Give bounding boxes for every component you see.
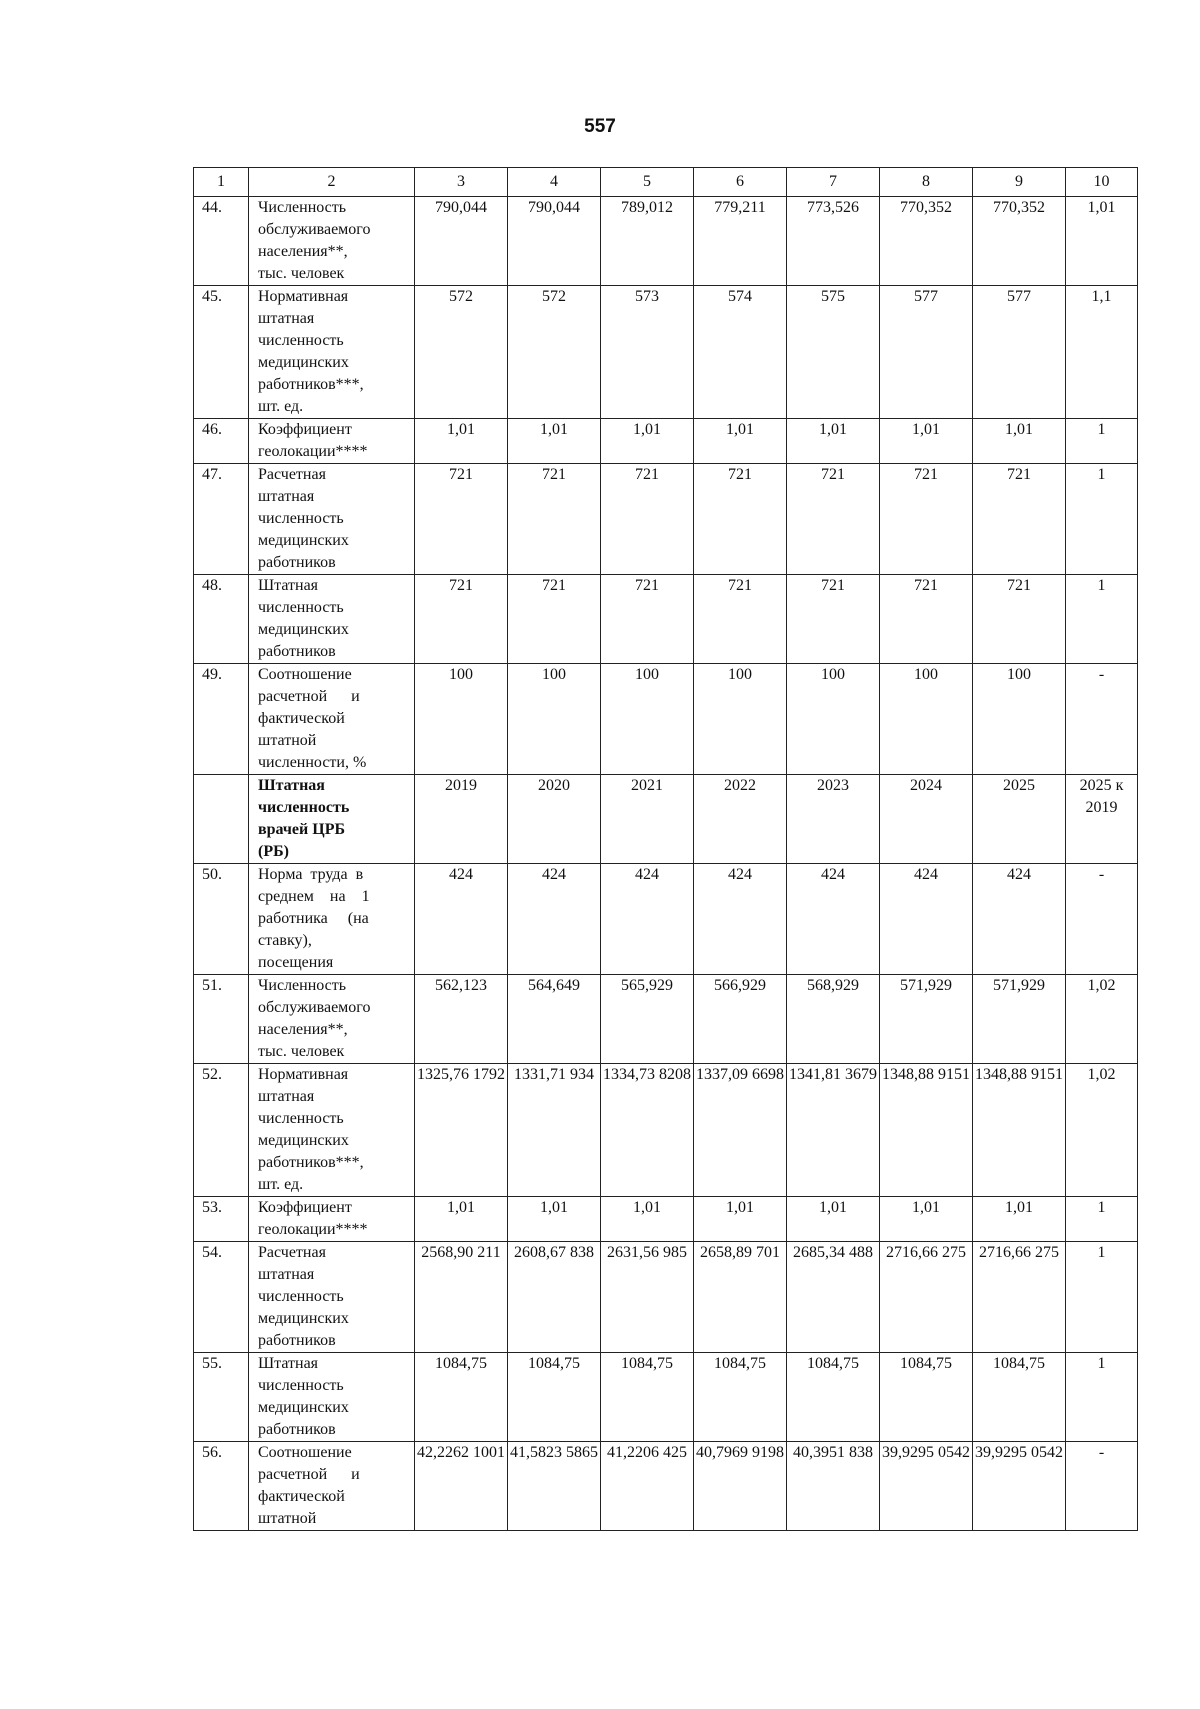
table-row — [194, 1442, 1138, 1531]
value-cell: 424 — [601, 864, 694, 975]
table-row — [194, 464, 1138, 575]
value-cell: - — [1066, 1442, 1138, 1531]
value-cell: 2023 — [787, 775, 880, 864]
indicator-name-line: медицинских — [258, 1399, 349, 1416]
value-cell: 2608,67 838 — [508, 1242, 601, 1353]
value-cell: 1084,75 — [694, 1353, 787, 1442]
value-cell: 40,7969 9198 — [694, 1442, 787, 1531]
indicator-name-line: геолокации**** — [258, 443, 368, 460]
value-cell: 568,929 — [787, 975, 880, 1064]
indicator-name-line: обслуживаемого — [258, 999, 371, 1016]
indicator-name-line: медицинских — [258, 532, 349, 549]
row-number: 45. — [194, 286, 249, 419]
indicator-name — [249, 464, 415, 575]
indicator-name-line: Численность — [258, 977, 347, 994]
value-cell: 770,352 — [973, 197, 1066, 286]
value-cell: 1 — [1066, 1197, 1138, 1242]
value-cell: 2025 к 2019 — [1066, 775, 1138, 864]
indicator-name-line: Расчетная — [258, 1244, 326, 1261]
value-cell: 2716,66 275 — [880, 1242, 973, 1353]
value-cell: 2631,56 985 — [601, 1242, 694, 1353]
column-header: 8 — [880, 168, 973, 197]
indicator-name-line: медицинских — [258, 621, 349, 638]
value-cell: 1084,75 — [973, 1353, 1066, 1442]
column-header: 2 — [249, 168, 415, 197]
value-cell: 721 — [880, 575, 973, 664]
value-cell: 41,5823 5865 — [508, 1442, 601, 1531]
indicator-name — [249, 864, 415, 975]
table-row — [194, 664, 1138, 775]
indicator-name-line: Соотношение — [258, 1444, 352, 1461]
value-cell: 1,01 — [415, 419, 508, 464]
value-cell: 2658,89 701 — [694, 1242, 787, 1353]
value-cell: 100 — [508, 664, 601, 775]
value-cell: 1084,75 — [508, 1353, 601, 1442]
column-header: 10 — [1066, 168, 1138, 197]
indicator-name-line: ставку), — [258, 932, 312, 949]
value-cell: 1,1 — [1066, 286, 1138, 419]
indicator-name-line: Штатная — [258, 777, 325, 794]
indicator-name-line: Штатная — [258, 1355, 319, 1372]
indicator-name-line: Численность — [258, 199, 347, 216]
value-cell: 41,2206 425 — [601, 1442, 694, 1531]
table-row — [194, 864, 1138, 975]
row-number: 56. — [194, 1442, 249, 1531]
value-cell: 721 — [694, 575, 787, 664]
table-row — [194, 286, 1138, 419]
value-cell: 424 — [880, 864, 973, 975]
indicator-name — [249, 419, 415, 464]
value-cell: 572 — [415, 286, 508, 419]
indicator-name-line: работников — [258, 1332, 336, 1349]
row-number: 47. — [194, 464, 249, 575]
value-cell: 1084,75 — [880, 1353, 973, 1442]
indicator-name — [249, 1442, 415, 1531]
value-cell: 2019 — [415, 775, 508, 864]
value-cell: 790,044 — [508, 197, 601, 286]
indicator-name-line: фактической — [258, 1488, 345, 1505]
indicator-name-line: штатная — [258, 1088, 315, 1105]
value-cell: 1,02 — [1066, 1064, 1138, 1197]
row-number: 46. — [194, 419, 249, 464]
value-cell: 1084,75 — [415, 1353, 508, 1442]
indicator-name-line: численности, % — [258, 754, 367, 771]
indicator-name-line: среднем на 1 — [258, 888, 370, 905]
value-cell: 779,211 — [694, 197, 787, 286]
value-cell: 1331,71 934 — [508, 1064, 601, 1197]
indicator-name — [249, 664, 415, 775]
table-header-row — [194, 168, 1138, 197]
indicator-name-line: Коэффициент — [258, 1199, 352, 1216]
value-cell: 1 — [1066, 1353, 1138, 1442]
value-cell: 577 — [880, 286, 973, 419]
value-cell: 2568,90 211 — [415, 1242, 508, 1353]
data-table — [193, 167, 1138, 1531]
table-row — [194, 1197, 1138, 1242]
value-cell: 1,02 — [1066, 975, 1138, 1064]
value-cell: 721 — [601, 575, 694, 664]
indicator-name — [249, 286, 415, 419]
indicator-name — [249, 1242, 415, 1353]
value-cell: 721 — [415, 575, 508, 664]
indicator-name-line: расчетной и — [258, 688, 360, 705]
indicator-name-line: (РБ) — [258, 843, 290, 860]
value-cell: 721 — [973, 575, 1066, 664]
indicator-name-line: численность — [258, 1110, 344, 1127]
value-cell: 721 — [787, 575, 880, 664]
value-cell: 100 — [601, 664, 694, 775]
value-cell: 100 — [880, 664, 973, 775]
value-cell: 1341,81 3679 — [787, 1064, 880, 1197]
value-cell: 1 — [1066, 575, 1138, 664]
value-cell: 1,01 — [694, 419, 787, 464]
indicator-name-line: медицинских — [258, 354, 349, 371]
column-header: 9 — [973, 168, 1066, 197]
indicator-name-line: штатная — [258, 488, 315, 505]
indicator-name-line: медицинских — [258, 1310, 349, 1327]
value-cell: 1084,75 — [601, 1353, 694, 1442]
value-cell: 42,2262 1001 — [415, 1442, 508, 1531]
indicator-name-line: работников — [258, 643, 336, 660]
indicator-name-line: работников***, — [258, 376, 364, 393]
table-row — [194, 775, 1138, 864]
indicator-name-line: врачей ЦРБ — [258, 821, 346, 838]
value-cell: - — [1066, 664, 1138, 775]
indicator-name-line: геолокации**** — [258, 1221, 368, 1238]
row-number: 50. — [194, 864, 249, 975]
value-cell: 565,929 — [601, 975, 694, 1064]
value-cell: 790,044 — [415, 197, 508, 286]
value-cell: 100 — [973, 664, 1066, 775]
value-cell: 721 — [973, 464, 1066, 575]
indicator-name — [249, 1064, 415, 1197]
value-cell: 773,526 — [787, 197, 880, 286]
value-cell: 1,01 — [1066, 197, 1138, 286]
row-number: 55. — [194, 1353, 249, 1442]
value-cell: 424 — [508, 864, 601, 975]
value-cell: 721 — [415, 464, 508, 575]
table-row — [194, 975, 1138, 1064]
indicator-name-line: Штатная — [258, 577, 319, 594]
value-cell: 1,01 — [694, 1197, 787, 1242]
indicator-name-line: Соотношение — [258, 666, 352, 683]
indicator-name-line: шт. ед. — [258, 398, 304, 415]
indicator-name-line: численность — [258, 1377, 344, 1394]
value-cell: 571,929 — [973, 975, 1066, 1064]
value-cell: 572 — [508, 286, 601, 419]
table-row — [194, 1242, 1138, 1353]
indicator-name-line: медицинских — [258, 1132, 349, 1149]
indicator-name-line: численность — [258, 510, 344, 527]
value-cell: 424 — [787, 864, 880, 975]
row-number: 53. — [194, 1197, 249, 1242]
table-row — [194, 419, 1138, 464]
indicator-name-line: шт. ед. — [258, 1176, 304, 1193]
indicator-name — [249, 1197, 415, 1242]
value-cell: 2021 — [601, 775, 694, 864]
value-cell: 1348,88 9151 — [973, 1064, 1066, 1197]
indicator-name-line: штатной — [258, 1510, 317, 1527]
row-number: 49. — [194, 664, 249, 775]
indicator-name-line: Нормативная — [258, 288, 349, 305]
value-cell: 1084,75 — [787, 1353, 880, 1442]
value-cell: 721 — [508, 575, 601, 664]
value-cell: 2020 — [508, 775, 601, 864]
value-cell: 1 — [1066, 419, 1138, 464]
value-cell: 577 — [973, 286, 1066, 419]
value-cell: 1,01 — [880, 1197, 973, 1242]
value-cell: 1 — [1066, 464, 1138, 575]
value-cell: 721 — [508, 464, 601, 575]
value-cell: 721 — [880, 464, 973, 575]
column-header: 4 — [508, 168, 601, 197]
indicator-name-line: расчетной и — [258, 1466, 360, 1483]
value-cell: 100 — [787, 664, 880, 775]
value-cell: 424 — [694, 864, 787, 975]
value-cell: 573 — [601, 286, 694, 419]
value-cell: 1,01 — [973, 419, 1066, 464]
indicator-name — [249, 575, 415, 664]
value-cell: 574 — [694, 286, 787, 419]
indicator-name-line: населения**, — [258, 243, 348, 260]
value-cell: 424 — [973, 864, 1066, 975]
value-cell: 2022 — [694, 775, 787, 864]
table-row — [194, 575, 1138, 664]
value-cell: 721 — [694, 464, 787, 575]
row-number — [194, 775, 249, 864]
value-cell: 575 — [787, 286, 880, 419]
indicator-name-line: населения**, — [258, 1021, 348, 1038]
value-cell: 1337,09 6698 — [694, 1064, 787, 1197]
indicator-name-line: численность — [258, 799, 350, 816]
indicator-name-line: численность — [258, 332, 344, 349]
value-cell: - — [1066, 864, 1138, 975]
value-cell: 1 — [1066, 1242, 1138, 1353]
value-cell: 770,352 — [880, 197, 973, 286]
page-number: 557 — [584, 116, 616, 137]
value-cell: 1,01 — [787, 1197, 880, 1242]
indicator-name — [249, 775, 415, 864]
value-cell: 1348,88 9151 — [880, 1064, 973, 1197]
column-header: 3 — [415, 168, 508, 197]
indicator-name-line: тыс. человек — [258, 1043, 345, 1060]
value-cell: 1,01 — [973, 1197, 1066, 1242]
value-cell: 424 — [415, 864, 508, 975]
indicator-name-line: фактической — [258, 710, 345, 727]
indicator-name-line: численность — [258, 1288, 344, 1305]
table-row — [194, 1353, 1138, 1442]
indicator-name-line: тыс. человек — [258, 265, 345, 282]
value-cell: 564,649 — [508, 975, 601, 1064]
indicator-name-line: посещения — [258, 954, 334, 971]
indicator-name-line: работников — [258, 1421, 336, 1438]
indicator-name-line: Коэффициент — [258, 421, 352, 438]
value-cell: 2025 — [973, 775, 1066, 864]
value-cell: 100 — [415, 664, 508, 775]
indicator-name-line: штатная — [258, 310, 315, 327]
value-cell: 1,01 — [601, 1197, 694, 1242]
indicator-name-line: Нормативная — [258, 1066, 349, 1083]
value-cell: 39,9295 0542 — [973, 1442, 1066, 1531]
indicator-name — [249, 975, 415, 1064]
indicator-name-line: обслуживаемого — [258, 221, 371, 238]
value-cell: 721 — [787, 464, 880, 575]
indicator-name-line: работников***, — [258, 1154, 364, 1171]
value-cell: 2685,34 488 — [787, 1242, 880, 1353]
column-header: 5 — [601, 168, 694, 197]
column-header: 1 — [194, 168, 249, 197]
value-cell: 1325,76 1792 — [415, 1064, 508, 1197]
row-number: 44. — [194, 197, 249, 286]
value-cell: 566,929 — [694, 975, 787, 1064]
value-cell: 100 — [694, 664, 787, 775]
table-row — [194, 197, 1138, 286]
indicator-name — [249, 1353, 415, 1442]
indicator-name-line: штатная — [258, 1266, 315, 1283]
value-cell: 1,01 — [415, 1197, 508, 1242]
value-cell: 1,01 — [787, 419, 880, 464]
indicator-name-line: работников — [258, 554, 336, 571]
value-cell: 562,123 — [415, 975, 508, 1064]
value-cell: 1,01 — [508, 419, 601, 464]
indicator-name-line: работника (на — [258, 910, 369, 927]
column-header: 7 — [787, 168, 880, 197]
value-cell: 789,012 — [601, 197, 694, 286]
value-cell: 1,01 — [880, 419, 973, 464]
indicator-name-line: Расчетная — [258, 466, 326, 483]
indicator-name-line: штатной — [258, 732, 317, 749]
value-cell: 40,3951 838 — [787, 1442, 880, 1531]
value-cell: 1,01 — [508, 1197, 601, 1242]
table-row — [194, 1064, 1138, 1197]
value-cell: 2716,66 275 — [973, 1242, 1066, 1353]
value-cell: 571,929 — [880, 975, 973, 1064]
row-number: 51. — [194, 975, 249, 1064]
value-cell: 1334,73 8208 — [601, 1064, 694, 1197]
value-cell: 2024 — [880, 775, 973, 864]
column-header: 6 — [694, 168, 787, 197]
row-number: 52. — [194, 1064, 249, 1197]
row-number: 48. — [194, 575, 249, 664]
value-cell: 1,01 — [601, 419, 694, 464]
row-number: 54. — [194, 1242, 249, 1353]
indicator-name-line: численность — [258, 599, 344, 616]
value-cell: 721 — [601, 464, 694, 575]
indicator-name-line: Норма труда в — [258, 866, 364, 883]
value-cell: 39,9295 0542 — [880, 1442, 973, 1531]
indicator-name — [249, 197, 415, 286]
